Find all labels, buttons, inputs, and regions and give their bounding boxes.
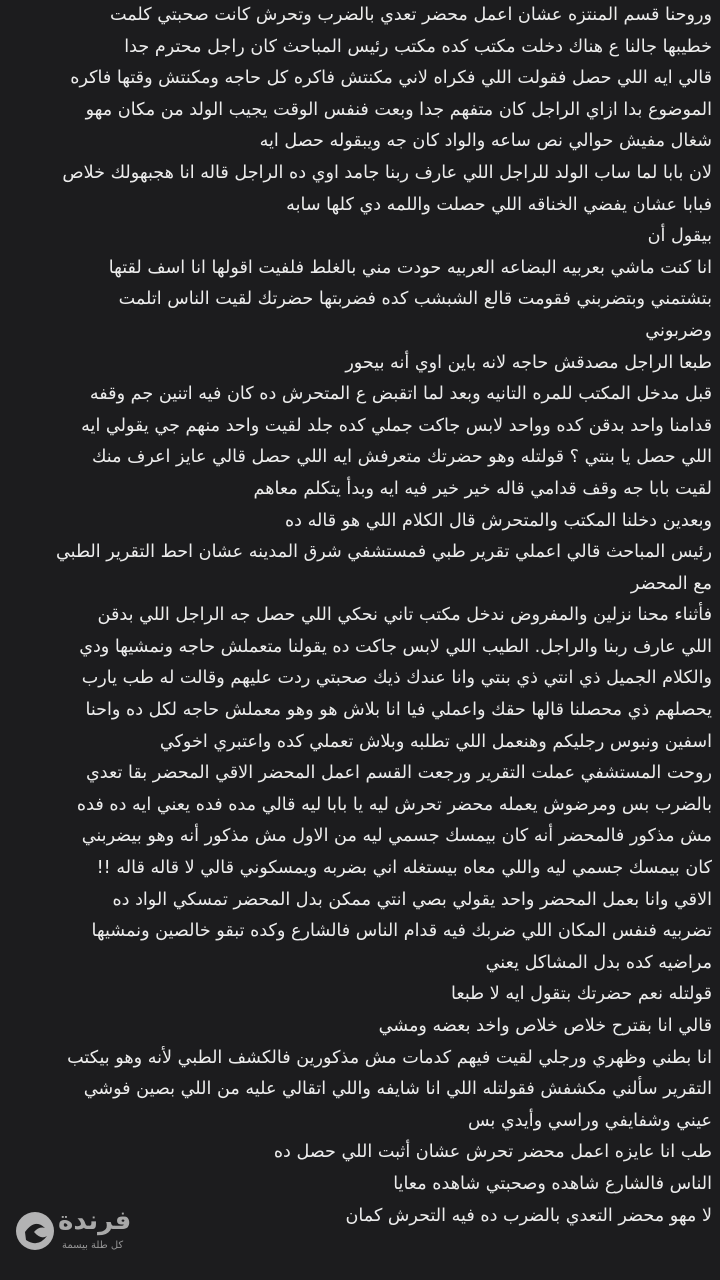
text-line: مراضيه كده بدل المشاكل يعني <box>485 952 712 973</box>
text-line: قالي ايه اللي حصل فقولت اللي فكراه لاني مكنتش فاكره كل حاجه ومكنتش وقتها فاكره <box>70 68 712 89</box>
text-line: خطيبها جالنا ع هناك دخلت مكتب كده مكتب رئيس المباحث كان راجل محترم جدا <box>124 36 712 57</box>
text-line: والكلام الجميل ذي انتي ذي بنتي وانا عندك ذيك صحبتي ردت عليهم وقالت له طب يارب <box>81 668 712 689</box>
text-line: قبل مدخل المكتب للمره التانيه وبعد لما اتقبض ع المتحرش ده كان فيه اتنين جم وقفه <box>89 384 712 405</box>
text-line: فبابا عشان يفضي الخناقه اللي حصلت واللمه دي كلها سابه <box>286 194 712 215</box>
text-line: طبعا الراجل مصدقش حاجه لانه باين اوي أنه بيحور <box>345 352 712 373</box>
text-line: وروحنا قسم المنتزه عشان اعمل محضر تعدي بالضرب وتحرش كانت صحبتي كلمت <box>109 5 712 25</box>
text-line: شغال مفيش حوالي نص ساعه والواد كان جه ويبقوله حصل ايه <box>259 131 712 152</box>
text-line: رئيس المباحث قالي اعملي تقرير طبي فمستشفي شرق المدينه عشان احط التقرير الطبي <box>55 542 712 563</box>
text-line: بتشتمني وبتضربني فقومت قالع الشبشب كده فضربتها حضرتك لقيت الناس اتلمت <box>118 289 712 310</box>
text-line: قولتله نعم حضرتك بتقول ايه لا طبعا <box>450 984 712 1005</box>
faranda-logo-icon <box>14 1210 56 1252</box>
text-line: بيقول أن <box>647 226 712 247</box>
text-line: لا مهو محضر التعدي بالضرب ده فيه التحرش كمان <box>345 1205 712 1226</box>
text-line: لقيت بابا جه وقف قدامي قاله خير خير فيه ايه وبدأ يتكلم معاهم <box>253 478 712 499</box>
text-line: روحت المستشفي عملت التقرير ورجعت القسم اعمل المحضر الاقي المحضر بقا تعدي <box>86 763 712 784</box>
watermark-brand: فرندة <box>58 1206 132 1236</box>
text-line: طب انا عايزه اعمل محضر تحرش عشان أثبت اللي حصل ده <box>273 1142 712 1163</box>
text-line: يحصلهم ذي محصلنا قالها حقك واعملي فيا انا بلاش هو وهو معملش حاجه لكل ده واحنا <box>85 700 712 721</box>
text-line: كان بيمسك جسمي ليه واللي معاه بيستغله اني بضربه ويمسكوني قالي لا قاله قاله !! <box>96 858 712 879</box>
text-line: قدامنا واحد بدقن كده وواحد لابس جاكت جملي كده جلد لقيت واحد منهم جي يقولي ايه <box>81 415 712 436</box>
watermark-tagline: كل طلة بيسمة <box>62 1240 124 1251</box>
text-line: اللي عارف ربنا والراجل. الطيب اللي لابس جاكت ده يقولنا متعملش حاجه ونمشيها ودي <box>79 636 712 657</box>
text-line: وبعدين دخلنا المكتب والمتحرش قال الكلام اللي هو قاله ده <box>284 510 712 531</box>
text-line: مش مذكور فالمحضر أنه كان بيمسك جسمي ليه من الاول مش مذكور أنه وهو بيضربني <box>81 826 712 847</box>
text-line: قالي انا بقترح خلاص خلاص واخد بعضه ومشي <box>378 1016 712 1036</box>
watermark <box>14 1206 164 1258</box>
text-line: الاقي وانا بعمل المحضر واحد يقولي بصي انتي ممكن بدل المحضر تمسكي الواد ده <box>112 889 712 910</box>
text-line: مع المحضر <box>630 573 712 594</box>
text-line: اسفين ونبوس رجليكم وهنعمل اللي تطلبه وبلاش تعملي كده واعتبري اخوكي <box>159 731 712 752</box>
text-line: الناس فالشارع شاهده وصحبتي شاهده معايا <box>393 1173 712 1194</box>
text-line: اللي حصل يا بنتي ؟ قولتله وهو حضرتك متعرفش ايه اللي حصل قالي عايز اعرف منك <box>91 447 712 468</box>
text-line: التقرير سألني مكشفش فقولتله اللي انا شايفه واللي اتقالي عليه من اللي بصين فوشي <box>83 1079 712 1100</box>
text-line: الموضوع بدا ازاي الراجل كان متفهم جدا وبعت فنفس الوقت يجيب الولد من مكان مهو <box>85 99 712 120</box>
text-line: عيني وشفايفي وراسي وأيدي بس <box>467 1110 712 1131</box>
text-line: تضربيه فنفس المكان اللي ضربك فيه قدام الناس فالشارع وكده تبقو خالصين ونمشيها <box>91 921 712 942</box>
text-line: وضربوني <box>645 320 712 341</box>
text-line: فأثناء محنا نزلين والمفروض ندخل مكتب تاني نحكي اللي حصل جه الراجل اللي بدقن <box>97 605 712 626</box>
text-line: انا كنت ماشي بعربيه البضاعه العربيه حودت مني بالغلط فلفيت اقولها انا اسف لقتها <box>108 257 712 278</box>
text-line: لان بابا لما ساب الولد للراجل اللي عارف ربنا جامد اوي ده الراجل قاله انا هجبهولك خلاص <box>62 162 712 183</box>
text-line: بالضرب بس ومرضوش يعمله محضر تحرش ليه يا بابا ليه قالي مده فده يعني ايه ده فده <box>76 794 712 815</box>
text-line: انا بطني وظهري ورجلي لقيت فيهم كدمات مش مذكورين فالكشف الطبي لأنه وهو بيكتب <box>67 1047 712 1068</box>
